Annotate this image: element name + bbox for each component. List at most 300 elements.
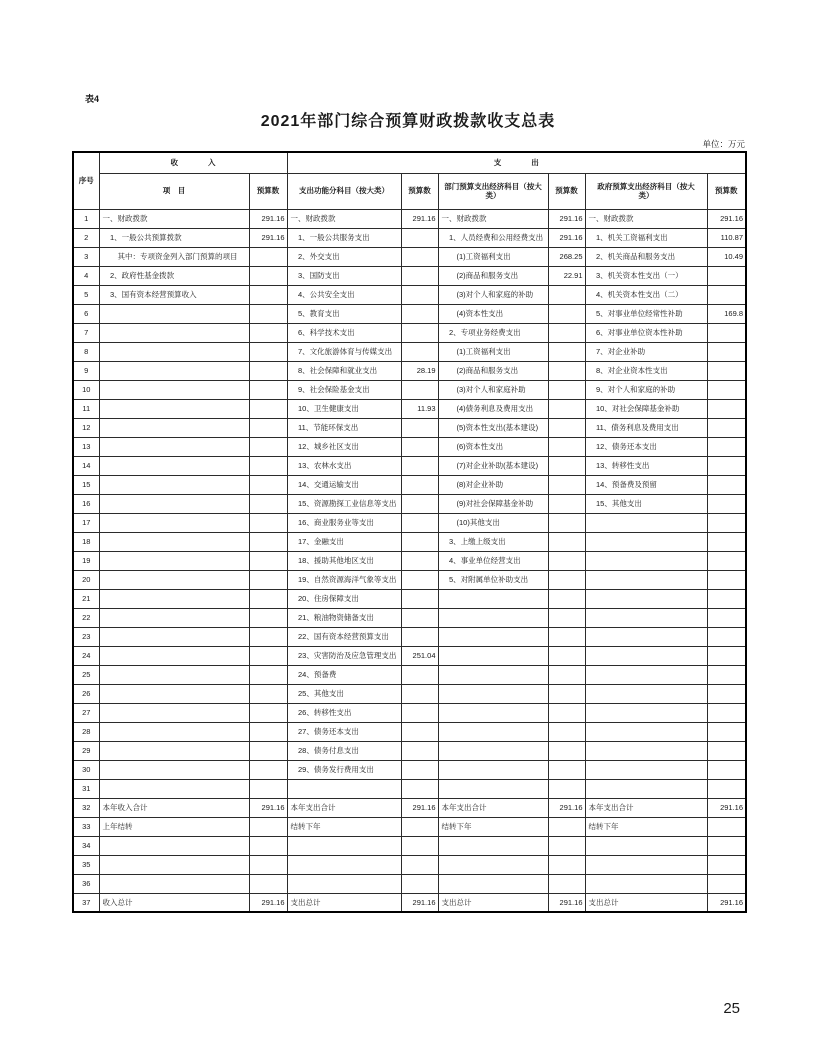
gov-budget-cell <box>707 418 746 437</box>
income-budget-cell <box>249 855 287 874</box>
dept-budget-cell <box>548 475 585 494</box>
func-item-cell: 12、城乡社区支出 <box>287 437 401 456</box>
table-row <box>73 532 746 551</box>
gov-item-cell <box>585 741 707 760</box>
row-number-cell: 33 <box>73 817 99 836</box>
func-item-cell: 16、商业服务业等支出 <box>287 513 401 532</box>
row-number-cell: 11 <box>73 399 99 418</box>
income-budget-cell <box>249 684 287 703</box>
dept-budget-cell: 291.16 <box>548 209 585 228</box>
func-budget-cell <box>401 418 438 437</box>
func-budget-cell: 291.16 <box>401 209 438 228</box>
income-item-cell <box>99 836 249 855</box>
row-number-cell: 36 <box>73 874 99 893</box>
row-number-cell: 20 <box>73 570 99 589</box>
dept-budget-cell <box>548 342 585 361</box>
row-number-cell: 27 <box>73 703 99 722</box>
row-number-cell: 13 <box>73 437 99 456</box>
dept-budget-cell <box>548 399 585 418</box>
gov-budget-cell: 291.16 <box>707 798 746 817</box>
table-row <box>73 570 746 589</box>
row-number-cell: 29 <box>73 741 99 760</box>
gov-item-cell: 1、机关工资福利支出 <box>585 228 707 247</box>
row-number-cell: 30 <box>73 760 99 779</box>
gov-budget-cell <box>707 399 746 418</box>
table-row <box>73 703 746 722</box>
income-budget-cell <box>249 323 287 342</box>
income-item-cell <box>99 646 249 665</box>
dept-item-cell: (4)债务利息及费用支出 <box>438 399 548 418</box>
income-item-cell <box>99 874 249 893</box>
header-income-item: 项 目 <box>99 173 249 209</box>
table-row <box>73 589 746 608</box>
table-row <box>73 209 746 228</box>
gov-budget-cell <box>707 627 746 646</box>
header-dept-item: 部门预算支出经济科目（按大类） <box>438 173 548 209</box>
table-row <box>73 494 746 513</box>
gov-item-cell: 12、债务还本支出 <box>585 437 707 456</box>
table-row <box>73 722 746 741</box>
dept-item-cell <box>438 665 548 684</box>
func-budget-cell <box>401 304 438 323</box>
gov-item-cell <box>585 703 707 722</box>
dept-item-cell: (7)对企业补助(基本建设) <box>438 456 548 475</box>
income-item-cell <box>99 437 249 456</box>
dept-budget-cell <box>548 456 585 475</box>
income-budget-cell <box>249 285 287 304</box>
income-item-cell <box>99 684 249 703</box>
gov-budget-cell: 10.49 <box>707 247 746 266</box>
dept-item-cell <box>438 855 548 874</box>
income-budget-cell <box>249 304 287 323</box>
income-item-cell <box>99 760 249 779</box>
header-gov-budget: 预算数 <box>707 173 746 209</box>
func-item-cell: 14、交通运输支出 <box>287 475 401 494</box>
income-budget-cell: 291.16 <box>249 798 287 817</box>
income-budget-cell <box>249 513 287 532</box>
row-number-cell: 16 <box>73 494 99 513</box>
income-item-cell <box>99 494 249 513</box>
gov-item-cell <box>585 570 707 589</box>
func-item-cell: 10、卫生健康支出 <box>287 399 401 418</box>
gov-budget-cell <box>707 646 746 665</box>
gov-item-cell: 11、债务利息及费用支出 <box>585 418 707 437</box>
dept-item-cell <box>438 874 548 893</box>
income-item-cell: 2、政府性基金拨款 <box>99 266 249 285</box>
dept-budget-cell: 22.91 <box>548 266 585 285</box>
gov-item-cell: 9、对个人和家庭的补助 <box>585 380 707 399</box>
income-budget-cell <box>249 836 287 855</box>
row-number-cell: 1 <box>73 209 99 228</box>
func-budget-cell <box>401 456 438 475</box>
income-item-cell: 1、一般公共预算拨款 <box>99 228 249 247</box>
gov-item-cell: 本年支出合计 <box>585 798 707 817</box>
income-item-cell <box>99 361 249 380</box>
gov-item-cell: 4、机关资本性支出（二） <box>585 285 707 304</box>
dept-item-cell: (8)对企业补助 <box>438 475 548 494</box>
func-budget-cell: 251.04 <box>401 646 438 665</box>
row-number-cell: 2 <box>73 228 99 247</box>
gov-budget-cell <box>707 361 746 380</box>
func-budget-cell <box>401 475 438 494</box>
income-item-cell <box>99 608 249 627</box>
func-budget-cell <box>401 817 438 836</box>
income-item-cell <box>99 532 249 551</box>
dept-item-cell: (2)商品和服务支出 <box>438 361 548 380</box>
gov-budget-cell <box>707 855 746 874</box>
table-row <box>73 228 746 247</box>
func-budget-cell: 11.93 <box>401 399 438 418</box>
dept-budget-cell <box>548 437 585 456</box>
func-item-cell: 4、公共安全支出 <box>287 285 401 304</box>
gov-budget-cell <box>707 684 746 703</box>
income-item-cell <box>99 855 249 874</box>
func-budget-cell <box>401 247 438 266</box>
gov-budget-cell <box>707 741 746 760</box>
dept-budget-cell <box>548 722 585 741</box>
func-budget-cell <box>401 323 438 342</box>
gov-item-cell: 2、机关商品和服务支出 <box>585 247 707 266</box>
row-number-cell: 24 <box>73 646 99 665</box>
income-item-cell <box>99 475 249 494</box>
row-number-cell: 28 <box>73 722 99 741</box>
table-row <box>73 342 746 361</box>
gov-budget-cell <box>707 513 746 532</box>
gov-budget-cell <box>707 760 746 779</box>
income-item-cell <box>99 779 249 798</box>
dept-item-cell <box>438 836 548 855</box>
func-item-cell: 27、债务还本支出 <box>287 722 401 741</box>
row-number-cell: 26 <box>73 684 99 703</box>
row-number-cell: 25 <box>73 665 99 684</box>
income-budget-cell <box>249 646 287 665</box>
row-number-cell: 6 <box>73 304 99 323</box>
income-item-cell: 3、国有资本经营预算收入 <box>99 285 249 304</box>
dept-item-cell: 支出总计 <box>438 893 548 912</box>
dept-item-cell: 1、人员经费和公用经费支出 <box>438 228 548 247</box>
gov-item-cell <box>585 551 707 570</box>
table-row <box>73 646 746 665</box>
row-number-cell: 5 <box>73 285 99 304</box>
gov-item-cell <box>585 874 707 893</box>
dept-budget-cell <box>548 817 585 836</box>
row-number-cell: 15 <box>73 475 99 494</box>
header-group-row <box>73 152 746 173</box>
table-row <box>73 323 746 342</box>
income-item-cell <box>99 304 249 323</box>
gov-budget-cell <box>707 779 746 798</box>
income-item-cell <box>99 551 249 570</box>
func-item-cell: 23、灾害防治及应急管理支出 <box>287 646 401 665</box>
income-budget-cell <box>249 589 287 608</box>
table-row <box>73 285 746 304</box>
income-item-cell <box>99 418 249 437</box>
income-item-cell: 其中：专项资金列入部门预算的项目 <box>99 247 249 266</box>
income-item-cell <box>99 513 249 532</box>
row-number-cell: 31 <box>73 779 99 798</box>
dept-item-cell: (3)对个人和家庭补助 <box>438 380 548 399</box>
dept-budget-cell: 291.16 <box>548 228 585 247</box>
func-item-cell: 21、粮油物资储备支出 <box>287 608 401 627</box>
func-budget-cell <box>401 722 438 741</box>
gov-budget-cell <box>707 266 746 285</box>
func-budget-cell <box>401 285 438 304</box>
func-budget-cell <box>401 437 438 456</box>
func-budget-cell <box>401 779 438 798</box>
gov-budget-cell <box>707 342 746 361</box>
gov-item-cell <box>585 665 707 684</box>
gov-budget-cell <box>707 722 746 741</box>
dept-budget-cell <box>548 380 585 399</box>
func-item-cell: 13、农林水支出 <box>287 456 401 475</box>
income-item-cell <box>99 323 249 342</box>
func-item-cell: 20、住房保障支出 <box>287 589 401 608</box>
income-budget-cell <box>249 570 287 589</box>
gov-budget-cell <box>707 380 746 399</box>
func-item-cell: 29、债务发行费用支出 <box>287 760 401 779</box>
gov-item-cell: 3、机关资本性支出（一） <box>585 266 707 285</box>
gov-budget-cell <box>707 589 746 608</box>
gov-budget-cell <box>707 665 746 684</box>
func-budget-cell <box>401 627 438 646</box>
gov-item-cell <box>585 684 707 703</box>
func-item-cell: 26、转移性支出 <box>287 703 401 722</box>
header-expense-group: 支 出 <box>287 152 746 173</box>
income-budget-cell <box>249 741 287 760</box>
header-seq: 序号 <box>73 152 99 209</box>
func-item-cell: 19、自然资源海洋气象等支出 <box>287 570 401 589</box>
row-number-cell: 21 <box>73 589 99 608</box>
income-budget-cell <box>249 437 287 456</box>
gov-budget-cell <box>707 323 746 342</box>
row-number-cell: 22 <box>73 608 99 627</box>
func-budget-cell <box>401 684 438 703</box>
func-item-cell: 15、资源勘探工业信息等支出 <box>287 494 401 513</box>
income-budget-cell <box>249 380 287 399</box>
table-header <box>73 152 746 209</box>
header-gov-item: 政府预算支出经济科目（按大类） <box>585 173 707 209</box>
dept-item-cell: (1)工资福利支出 <box>438 247 548 266</box>
row-number-cell: 17 <box>73 513 99 532</box>
table-row <box>73 817 746 836</box>
row-number-cell: 4 <box>73 266 99 285</box>
gov-item-cell: 14、预备费及预留 <box>585 475 707 494</box>
dept-budget-cell <box>548 285 585 304</box>
dept-item-cell: (1)工资福利支出 <box>438 342 548 361</box>
income-budget-cell <box>249 665 287 684</box>
func-budget-cell <box>401 703 438 722</box>
dept-budget-cell <box>548 855 585 874</box>
page-number: 25 <box>723 1000 740 1017</box>
income-budget-cell <box>249 399 287 418</box>
gov-item-cell: 7、对企业补助 <box>585 342 707 361</box>
func-item-cell: 本年支出合计 <box>287 798 401 817</box>
income-budget-cell: 291.16 <box>249 893 287 912</box>
income-budget-cell <box>249 418 287 437</box>
gov-item-cell: 10、对社会保障基金补助 <box>585 399 707 418</box>
income-item-cell <box>99 627 249 646</box>
dept-item-cell <box>438 741 548 760</box>
dept-item-cell <box>438 646 548 665</box>
func-item-cell: 1、一般公共服务支出 <box>287 228 401 247</box>
dept-item-cell: 5、对附属单位补助支出 <box>438 570 548 589</box>
gov-item-cell <box>585 836 707 855</box>
table-row <box>73 893 746 912</box>
dept-budget-cell <box>548 836 585 855</box>
func-budget-cell <box>401 741 438 760</box>
gov-budget-cell <box>707 836 746 855</box>
income-item-cell: 收入总计 <box>99 893 249 912</box>
dept-item-cell: 2、专项业务经费支出 <box>438 323 548 342</box>
dept-item-cell <box>438 627 548 646</box>
dept-budget-cell <box>548 874 585 893</box>
func-budget-cell <box>401 760 438 779</box>
func-budget-cell <box>401 836 438 855</box>
row-number-cell: 35 <box>73 855 99 874</box>
header-func-item: 支出功能分科目（按大类） <box>287 173 401 209</box>
func-budget-cell <box>401 532 438 551</box>
func-item-cell <box>287 855 401 874</box>
dept-item-cell <box>438 589 548 608</box>
dept-budget-cell: 268.25 <box>548 247 585 266</box>
income-item-cell <box>99 722 249 741</box>
income-budget-cell <box>249 817 287 836</box>
dept-item-cell <box>438 608 548 627</box>
table-row <box>73 304 746 323</box>
table-row <box>73 627 746 646</box>
row-number-cell: 18 <box>73 532 99 551</box>
gov-item-cell <box>585 760 707 779</box>
gov-budget-cell: 110.87 <box>707 228 746 247</box>
income-item-cell <box>99 342 249 361</box>
income-item-cell <box>99 589 249 608</box>
income-item-cell <box>99 570 249 589</box>
func-item-cell: 6、科学技术支出 <box>287 323 401 342</box>
table-row <box>73 266 746 285</box>
gov-budget-cell <box>707 570 746 589</box>
income-budget-cell <box>249 361 287 380</box>
table-row <box>73 741 746 760</box>
dept-budget-cell: 291.16 <box>548 893 585 912</box>
table-row <box>73 874 746 893</box>
dept-item-cell: 一、财政拨款 <box>438 209 548 228</box>
func-item-cell: 18、援助其他地区支出 <box>287 551 401 570</box>
dept-budget-cell <box>548 779 585 798</box>
table-row <box>73 779 746 798</box>
func-budget-cell <box>401 380 438 399</box>
func-budget-cell <box>401 228 438 247</box>
gov-item-cell <box>585 722 707 741</box>
gov-item-cell <box>585 855 707 874</box>
func-item-cell: 5、教育支出 <box>287 304 401 323</box>
gov-budget-cell <box>707 456 746 475</box>
income-budget-cell <box>249 760 287 779</box>
func-budget-cell <box>401 342 438 361</box>
dept-item-cell <box>438 722 548 741</box>
dept-budget-cell <box>548 646 585 665</box>
func-budget-cell <box>401 665 438 684</box>
income-item-cell: 上年结转 <box>99 817 249 836</box>
dept-item-cell: 4、事业单位经营支出 <box>438 551 548 570</box>
table-row <box>73 513 746 532</box>
func-item-cell: 2、外交支出 <box>287 247 401 266</box>
gov-item-cell: 13、转移性支出 <box>585 456 707 475</box>
func-item-cell: 3、国防支出 <box>287 266 401 285</box>
dept-item-cell <box>438 684 548 703</box>
dept-budget-cell <box>548 570 585 589</box>
header-func-budget: 预算数 <box>401 173 438 209</box>
func-budget-cell <box>401 589 438 608</box>
dept-item-cell: (2)商品和服务支出 <box>438 266 548 285</box>
gov-item-cell <box>585 627 707 646</box>
dept-budget-cell <box>548 551 585 570</box>
header-income-budget: 预算数 <box>249 173 287 209</box>
func-budget-cell <box>401 608 438 627</box>
func-item-cell: 9、社会保险基金支出 <box>287 380 401 399</box>
gov-item-cell <box>585 513 707 532</box>
gov-item-cell: 结转下年 <box>585 817 707 836</box>
header-income-group: 收 入 <box>99 152 287 173</box>
row-number-cell: 14 <box>73 456 99 475</box>
income-item-cell <box>99 741 249 760</box>
table-row <box>73 798 746 817</box>
dept-item-cell: (5)资本性支出(基本建设) <box>438 418 548 437</box>
dept-item-cell: 3、上缴上级支出 <box>438 532 548 551</box>
dept-item-cell: (6)资本性支出 <box>438 437 548 456</box>
dept-budget-cell <box>548 323 585 342</box>
table-body <box>73 209 746 912</box>
table-row <box>73 456 746 475</box>
func-item-cell: 结转下年 <box>287 817 401 836</box>
dept-item-cell: (9)对社会保障基金补助 <box>438 494 548 513</box>
func-item-cell: 28、债务付息支出 <box>287 741 401 760</box>
row-number-cell: 37 <box>73 893 99 912</box>
income-budget-cell <box>249 266 287 285</box>
income-budget-cell <box>249 722 287 741</box>
page-title: 2021年部门综合预算财政拨款收支总表 <box>260 113 556 130</box>
func-item-cell <box>287 874 401 893</box>
income-item-cell <box>99 703 249 722</box>
dept-item-cell: (10)其他支出 <box>438 513 548 532</box>
income-budget-cell <box>249 703 287 722</box>
unit-note: 单位：万元 <box>702 139 745 149</box>
dept-budget-cell <box>548 627 585 646</box>
func-item-cell <box>287 779 401 798</box>
dept-budget-cell <box>548 532 585 551</box>
func-item-cell: 7、文化旅游体育与传媒支出 <box>287 342 401 361</box>
dept-budget-cell <box>548 608 585 627</box>
func-budget-cell: 28.19 <box>401 361 438 380</box>
func-item-cell <box>287 836 401 855</box>
income-budget-cell: 291.16 <box>249 228 287 247</box>
func-budget-cell <box>401 570 438 589</box>
dept-budget-cell <box>548 741 585 760</box>
dept-item-cell: 本年支出合计 <box>438 798 548 817</box>
dept-budget-cell <box>548 760 585 779</box>
table-row <box>73 608 746 627</box>
row-number-cell: 19 <box>73 551 99 570</box>
table-row <box>73 361 746 380</box>
func-item-cell: 24、预备费 <box>287 665 401 684</box>
income-item-cell <box>99 456 249 475</box>
dept-budget-cell <box>548 589 585 608</box>
gov-item-cell <box>585 589 707 608</box>
dept-item-cell: (3)对个人和家庭的补助 <box>438 285 548 304</box>
gov-budget-cell <box>707 817 746 836</box>
gov-item-cell: 5、对事业单位经常性补助 <box>585 304 707 323</box>
income-budget-cell: 291.16 <box>249 209 287 228</box>
gov-budget-cell <box>707 551 746 570</box>
